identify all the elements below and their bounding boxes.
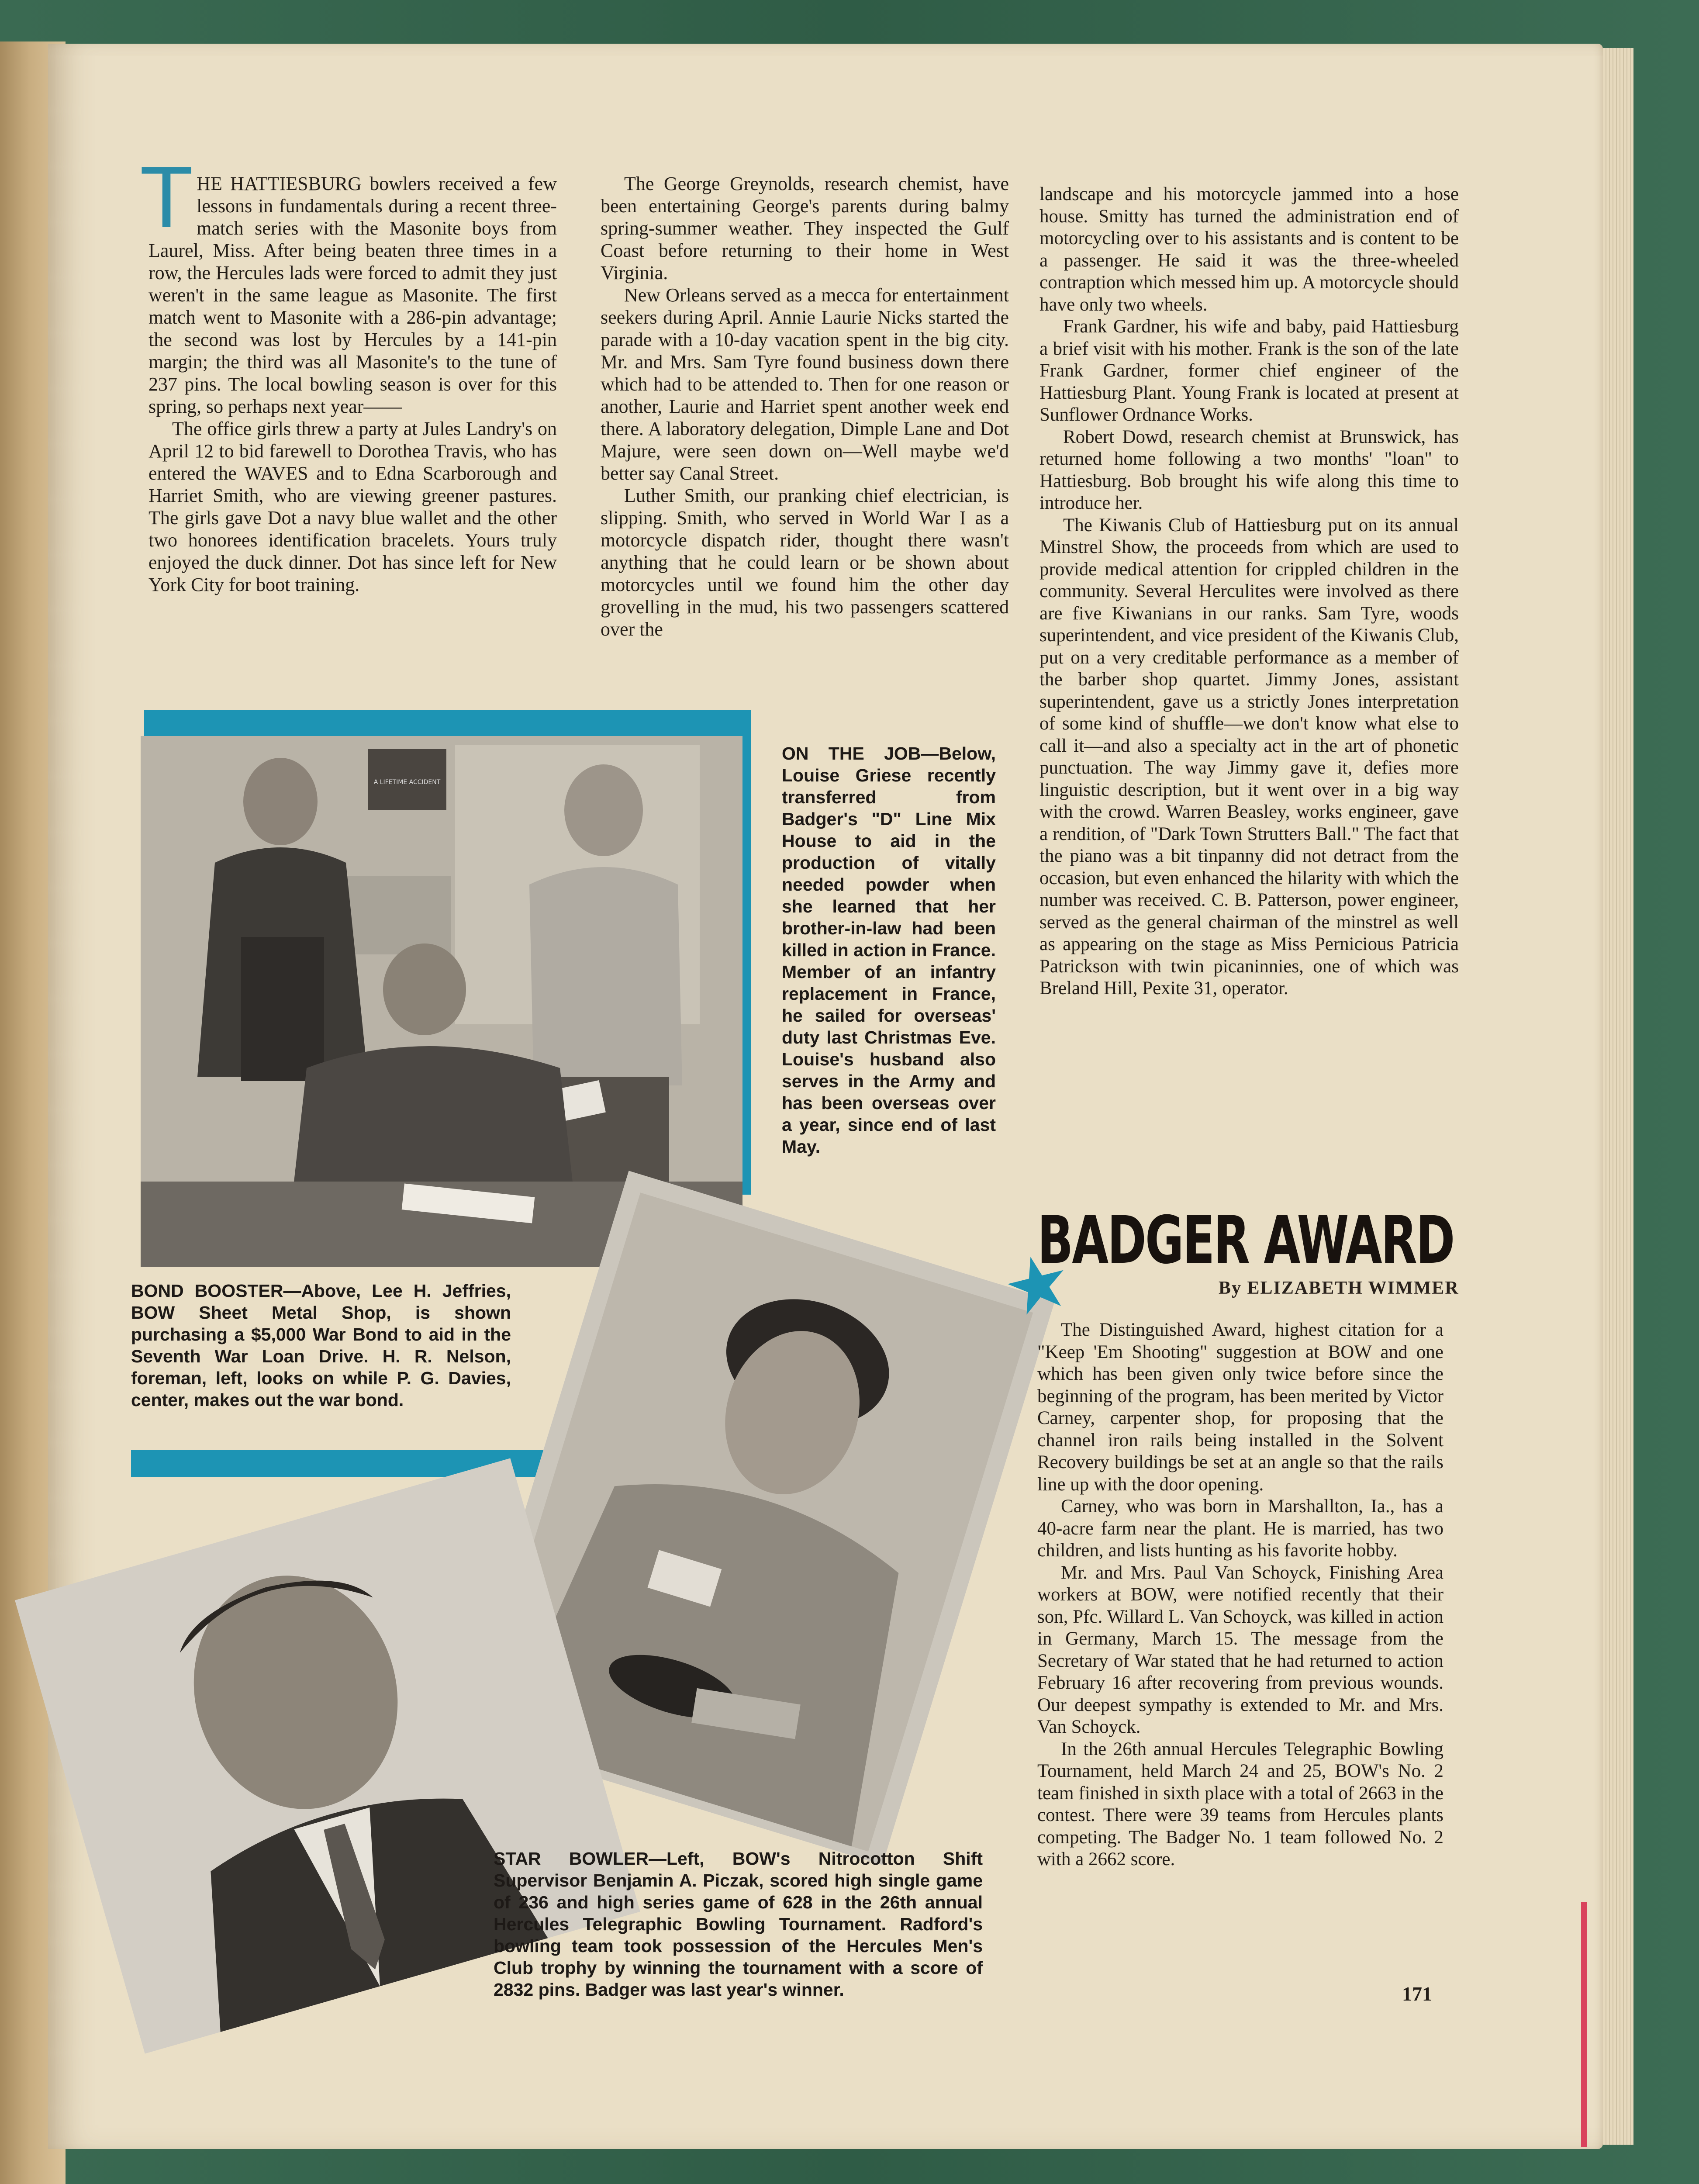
paragraph: The office girls threw a party at Jules Landry's on April 12 to bid farewell to Dorothea Travis, who has entered the WAVES and to Edna Scarborough and Harriet Smith, who are viewing greener pastures. The girls gave Dot a navy blue wallet and the other two honorees identification bracelets. Yours truly enjoyed the duck dinner. Dot has since left for New York City for boot training. — [148, 418, 557, 595]
column-1 — [140, 149, 557, 596]
paragraph: Robert Dowd, research chemist at Brunswick, has returned home following a two months' "loan" to Hattiesburg. Bob brought his wife along this time to introduce her. — [1039, 426, 1459, 513]
paragraph: The Kiwanis Club of Hattiesburg put on its annual Minstrel Show, the proceeds from which are used to provide medical attention for crippled children in the community. Several Herculites were involved as there are five Kiwanians in our ranks. Sam Tyre, woods superintendent, and vice president of the Kiwanis Club, put on a very creditable performance as a member of the barber shop quartet. Jimmy Jones, assistant superintendent, gave us a strictly Jones interpretation of some kind of shuffle—we don't know what else to call it—and also a specialty act in the art of phonetic punctuation. The way Jimmy gave it, defies more linguistic description, but it went over in a big way with the crowd. Warren Beasley, works engineer, gave a rendition, of "Dark Town Strutters Ball." The fact that the piano was a bit tinpanny did not detract from the occasion, but even enhanced the hilarity with which the number was received. C. B. Patterson, power engineer, served as the general chairman of the minstrel as well as appearing on the stage as Miss Pernicious Patricia Patrickson with twin picaninnies, one of which was Breland Hill, Pexite 31, operator. — [1039, 515, 1459, 999]
column-2 — [601, 173, 1009, 640]
paragraph: Mr. and Mrs. Paul Van Schoyck, Finishing Area workers at BOW, were notified recently that their son, Pfc. Willard L. Van Schoyck, was killed in action in Germany, March 15. The message from the Secretary of War stated that he had returned to action February 16 after recovering from previous wounds. Our deepest sympathy is extended to Mr. and Mrs. Van Schoyck. — [1037, 1562, 1443, 1737]
red-tab-marker — [1581, 1902, 1587, 2147]
wall-sign-text: A LIFETIME ACCIDENT — [373, 779, 441, 786]
dropcap-letter: T — [140, 149, 193, 246]
column-3 — [1039, 183, 1459, 1000]
caption-bond-booster: BOND BOOSTER—Above, Lee H. Jeffries, BOW Sheet Metal Shop, is shown purchasing a $5,000 War Bond to aid in the Seventh War Loan Drive. H. R. Nelson, foreman, left, looks on while P. G. Davies, center, makes out the war bond. — [131, 1281, 511, 1410]
accent-frame-top — [144, 710, 751, 736]
paragraph: HE HATTIESBURG bowlers received a few lessons in fundamentals during a recent three-match series with the Masonite boys from Laurel, Miss. After being beaten three times in a row, the Hercules lads were forced to admit they just weren't in the same league as Masonite. The first match went to Masonite with a 286-pin advantage; the second was lost by Hercules by a 141-pin margin; the third was all Masonite's to the tune of 237 pins. The local bowling season is over for this spring, so perhaps next year—— — [148, 173, 557, 417]
paragraph: Luther Smith, our pranking chief electrician, is slipping. Smith, who served in World War I as a motorcycle dispatch rider, thought there wasn't anything that he could learn or be shown about motorcycles until we found him the other day grovelling in the mud, his two passengers scattered over the — [601, 485, 1009, 640]
caption-on-the-job: ON THE JOB—Below, Louise Griese recently transferred from Badger's "D" Line Mix House to aid in the production of vitally needed powder when she learned that her brother-in-law had been killed in action in France. Member of an infantry replacement in France, he sailed for overseas' duty last Christmas Eve. Louise's husband also serves in the Army and has been overseas over a year, since end of last May. — [782, 743, 996, 1157]
paragraph: landscape and his motorcycle jammed into a hose house. Smitty has turned the administration end of motorcycling over to his assistants and is content to be a passenger. He said it was the three-wheeled contraption which messed him up. A motorcycle should have only two wheels. — [1039, 184, 1459, 315]
paragraph: Carney, who was born in Marshallton, Ia., has a 40-acre farm near the plant. He is married, has two children, and lists hunting as his favorite hobby. — [1037, 1496, 1443, 1561]
page-edges — [1603, 48, 1633, 2145]
badger-column — [1037, 1319, 1443, 1871]
paragraph: The George Greynolds, research chemist, have been entertaining George's parents during balmy spring-summer weather. They inspected the Gulf Coast before returning to their home in West Virginia. — [601, 173, 1009, 283]
caption-star-bowler: STAR BOWLER—Left, BOW's Nitrocotton Shift Supervisor Benjamin A. Piczak, scored high single game of 236 and high series game of 628 in the 26th annual Hercules Telegraphic Bowling Tournament. Radford's bowling team took possession of the Hercules Men's Club trophy by winning the tournament with a score of 2832 pins. Badger was last year's winner. — [494, 1849, 983, 2000]
badger-award-headline: BADGER AWARD — [1037, 1203, 1454, 1279]
paragraph: Frank Gardner, his wife and baby, paid Hattiesburg a brief visit with his mother. Frank is the son of the late Frank Gardner, former chief engineer of the Hattiesburg Plant. Young Frank is located at present at Sunflower Ordnance Works. — [1039, 316, 1459, 425]
paragraph: New Orleans served as a mecca for entertainment seekers during April. Annie Laurie Nicks started the parade with a 10-day vacation spent in the big city. Mr. and Mrs. Sam Tyre found business down there which had to be attended to. Then for one reason or another, Laurie and Harriet spent another week end there. A laboratory delegation, Dimple Lane and Dot Majure, were seen down on—Well maybe we'd better say Canal Street. — [601, 284, 1009, 484]
paragraph: In the 26th annual Hercules Telegraphic Bowling Tournament, held March 24 and 25, BOW's No. 2 team finished in sixth place with a total of 2663 in the contest. There were 39 teams from Hercules plants competing. The Badger No. 1 team followed No. 2 with a 2662 score. — [1037, 1738, 1443, 1870]
page-number: 171 — [1402, 1983, 1432, 2005]
byline: By ELIZABETH WIMMER — [1219, 1278, 1459, 1298]
paragraph: The Distinguished Award, highest citation for a "Keep 'Em Shooting" suggestion at BOW and one which has been given only twice before since the beginning of the program, has been merited by Victor Carney, carpenter shop, for proposing that the channel iron rails being installed in the Solvent Recovery buildings be set at an angle so that the rails line up with the door opening. — [1037, 1320, 1443, 1495]
